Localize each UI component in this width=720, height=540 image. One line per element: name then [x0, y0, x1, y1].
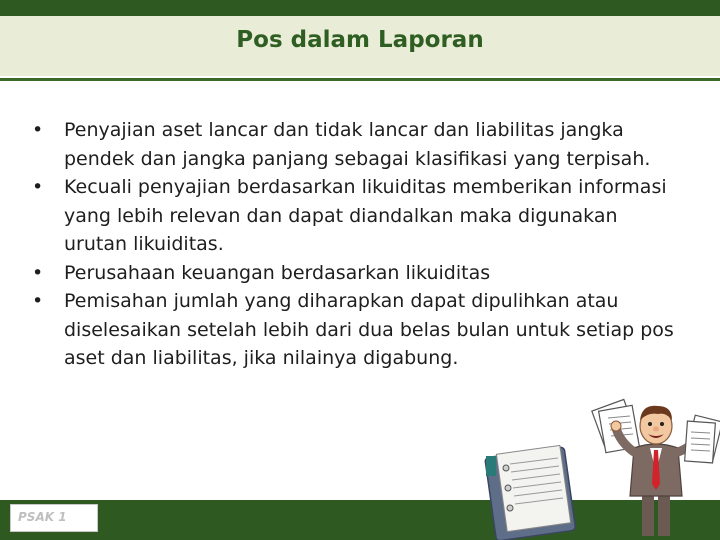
title-divider: [0, 78, 720, 81]
binder-icon: [485, 445, 576, 540]
bullet-text: Perusahaan keuangan berdasarkan likuiditas: [64, 261, 491, 284]
bullet-item: [30, 173, 680, 259]
bullet-item: [30, 259, 680, 288]
bullet-text: Pemisahan jumlah yang diharapkan dapat dipulihkan atau diselesaikan setelah lebih dari dua belas bulan untuk setiap pos aset dan liabilitas, jika nilainya digabung.: [64, 290, 674, 369]
businessman-with-documents-icon: [470, 392, 720, 540]
footer-label-box: [10, 504, 98, 532]
bullet-item: [30, 116, 680, 173]
bullet-text: Kecuali penyajian berdasarkan likuiditas memberikan informasi yang lebih relevan dan dapat diandalkan maka digunakan urutan likuiditas.: [64, 176, 667, 255]
bullet-text: Penyajian aset lancar dan tidak lancar dan liabilitas jangka pendek dan jangka panjang sebagai klasifikasi yang terpisah.: [64, 119, 651, 170]
slide-title: Pos dalam Laporan: [236, 27, 484, 53]
bullet-marker: •: [32, 176, 44, 198]
footer-label: PSAK 1: [18, 510, 67, 524]
bullet-list: [30, 116, 680, 373]
bullet-marker: •: [32, 261, 44, 284]
bullet-marker: •: [32, 290, 44, 312]
paper-stack-icon: [685, 415, 720, 463]
bullet-marker: •: [32, 119, 44, 141]
bullet-item: [30, 287, 680, 373]
top-bar: [0, 0, 720, 16]
